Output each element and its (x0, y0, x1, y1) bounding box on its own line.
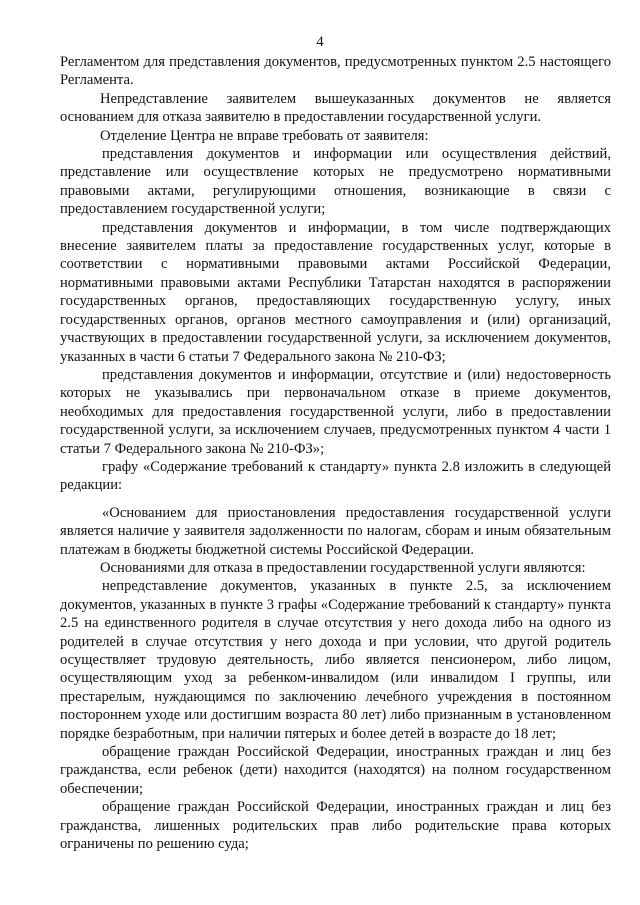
list-item-refusal-1: непредставление документов, указанных в пункте 2.5, за исключением документов, указанных в пункте 3 графы «Содержание требований к стандарту» пункта 2.5 на единственного родителя в случае отсутствия у него дохода либо на одного из родителей в случае отсутствия у него дохода и при условии, что другой родитель осуществляет трудовую деятельность, либо является пенсионером, либо лицом, осуществляющим уход за ребенком-инвалидом (или инвалидом I группы, или престарелым, нуждающимся по заключению лечебного учреждения в постоянном постороннем уходе или достигшим возраста 80 лет) либо признанным в установленном порядке безработным, при наличии пятерых и более детей в возрасте до 18 лет; (60, 578, 611, 742)
paragraph-center-may-not-require: Отделение Центра не вправе требовать от заявителя: (100, 127, 429, 144)
document-body (60, 53, 611, 853)
paragraph-nonsubmission: Непредставление заявителем вышеуказанных документов не является основанием для отказа заявителю в предоставлении государственной услуги. (60, 90, 611, 126)
list-item-requirement-2: представления документов и информации, в том числе подтверждающих внесение заявителем платы за предоставление государственных услуг, которые в соответствии с нормативными правовыми актами Российской Федерации, нормативными правовыми актами Республики Татарстан находятся в распоряжении государственных органов, предоставляющих государственную услугу, иных государственных органов, органов местного самоуправления и (или) организаций, участвующих в предоставлении государственной услуги, за исключением документов, указанных в части 6 статьи 7 Федерального закона № 210-ФЗ; (60, 219, 611, 365)
list-item-requirement-1: представления документов и информации или осуществления действий, представление или осуществление которых не предусмотрено нормативными правовыми актами, регулирующими отношения, возникающие в связи с предоставлением государственной услуги; (60, 146, 611, 218)
list-item-requirement-3: представления документов и информации, отсутствие и (или) недостоверность которых не указывались при первоначальном отказе в приеме документов, необходимых для предоставления государственной услуги, либо в предоставлении государственной услуги, за исключением случаев, предусмотренных пунктом 4 части 1 статьи 7 Федерального закона № 210-ФЗ»; (60, 366, 611, 457)
paragraph-amend-column: графу «Содержание требований к стандарту» пункта 2.8 изложить в следующей редакции: (60, 458, 611, 494)
paragraph-suspension-grounds: «Основанием для приостановления предоставления государственной услуги является наличие у заявителя задолженности по налогам, сборам и иным обязательным платежам в бюджеты бюджетной системы Российской Федерации. (60, 504, 611, 558)
paragraph-continuation: Регламентом для представления документов, предусмотренных пунктом 2.5 настоящего Регламента. (60, 54, 611, 89)
list-item-refusal-2: обращение граждан Российской Федерации, иностранных граждан и лиц без гражданства, если ребенок (дети) находится (находятся) на полном государственном обеспечении; (60, 744, 611, 797)
list-item-refusal-3: обращение граждан Российской Федерации, иностранных граждан и лиц без гражданства, лишенных родительских прав либо родительские права которых ограничены по решению суда; (60, 799, 611, 853)
paragraph-refusal-grounds-heading: Основаниями для отказа в предоставлении государственной услуги являются: (100, 559, 586, 576)
page-number: 4 (316, 34, 324, 50)
